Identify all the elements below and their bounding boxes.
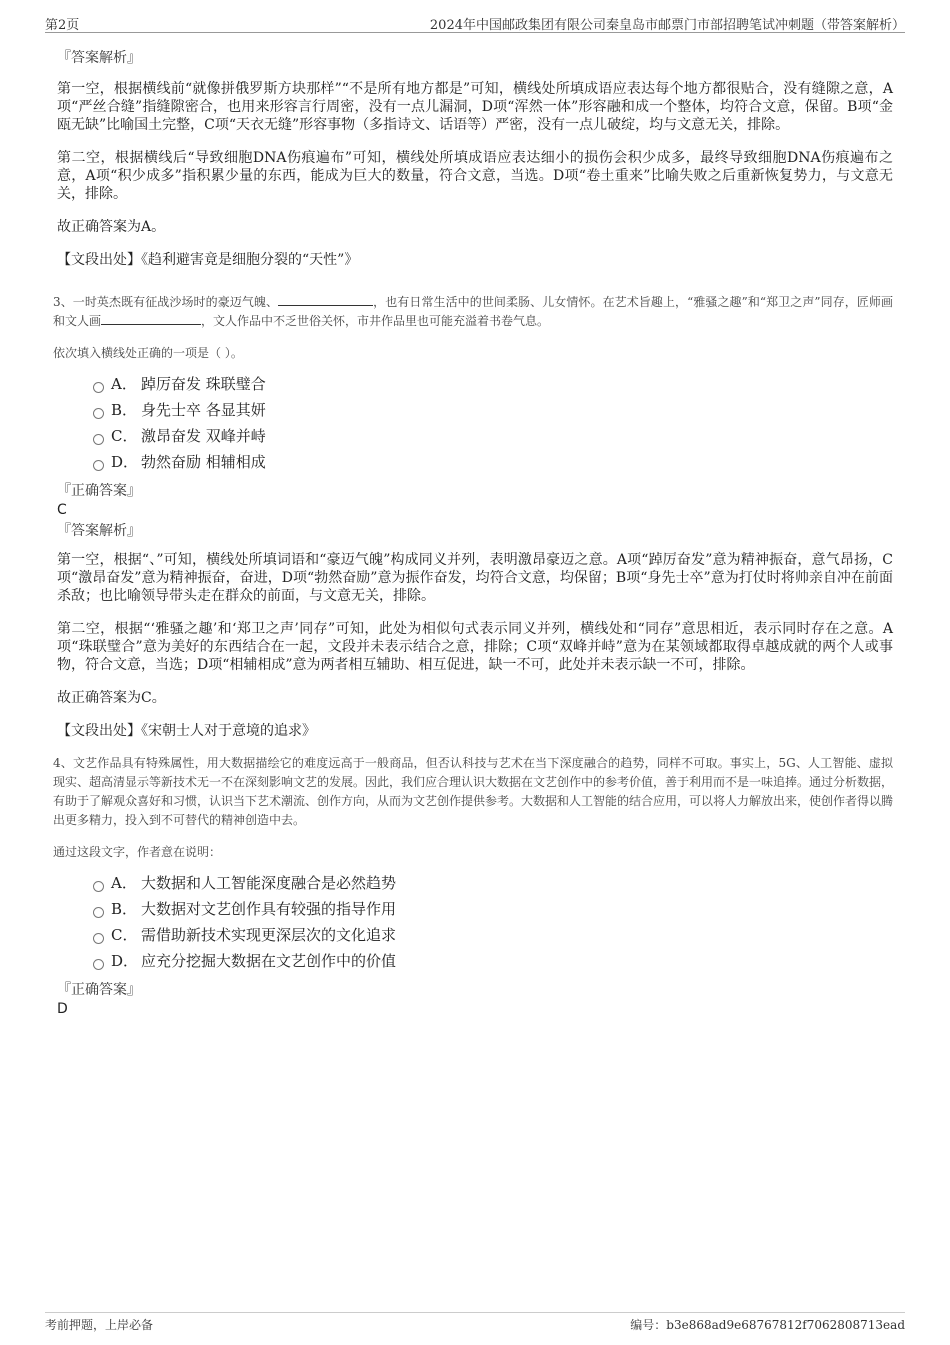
q3-analysis-p1: 第一空，根据“、”可知，横线处所填词语和“豪迈气魄”构成同义并列，表明激昂豪迈之意。A项“踔厉奋发”意为精神振奋，意气昂扬，C项“激昂奋发”意为精神振奋，奋进，D项“勃然奋励”意为振作奋发，均符合文意，均保留；B项“身先士卒”意为打仗时将帅亲自冲在前面杀敌；也比喻领导带头走在群众的前面，与文意无关，排除。 bbox=[57, 552, 893, 604]
q3-option-b[interactable] bbox=[53, 397, 893, 423]
question-4 bbox=[53, 754, 893, 974]
q4-stem: 4、文艺作品具有特殊属性，用大数据描绘它的难度远高于一般商品，但否认科技与艺术在当下深度融合的趋势，同样不可取。事实上，5G、人工智能、虚拟现实、超高清显示等新技术无一不在深刻影响文艺的发展。因此，我们应合理认识大数据在文艺创作中的参考价值，善于利用而不是一味追捧。通过分析数据，有助于了解观众喜好和习惯，认识当下艺术潮流、创作方向，从而为文艺创作提供参考。大数据和人工智能的结合应用，可以将人力解放出来，使创作者得以腾出更多精力，投入到不可替代的精神创造中去。 bbox=[53, 756, 894, 827]
option-text: 大数据和人工智能深度融合是必然趋势 bbox=[141, 874, 397, 892]
main-content bbox=[53, 46, 894, 1018]
q3-answer: C bbox=[57, 502, 67, 518]
q3-analysis-p2: 第二空，根据“‘雅骚之趣’和‘郑卫之声’同存”可知，此处为相似句式表示同义并列，横线处和“同存”意思相近，表示同时存在之意。A项“珠联璧合”意为美好的东西结合在一起，文段并未表示结合之意，排除；C项“双峰并峙”意为在某领域都取得卓越成就的两个人或事物，符合文意，当选；D项“相辅相成”意为两者相互辅助、相互促进，缺一不可，此处并未表示缺一不可，排除。 bbox=[57, 621, 893, 673]
q2-analysis-label: 『答案解析』 bbox=[57, 50, 141, 66]
q3-analysis-label: 『答案解析』 bbox=[57, 523, 141, 539]
blank-1 bbox=[278, 293, 373, 306]
option-text: 身先士卒 各显其妍 bbox=[141, 401, 266, 419]
radio-icon[interactable] bbox=[93, 959, 104, 970]
option-letter: C． bbox=[111, 427, 138, 445]
q2-analysis-p1: 第一空，根据横线前“就像拼俄罗斯方块那样”“不是所有地方都是”可知，横线处所填成语应表达每个地方都很贴合，没有缝隙之意，A项“严丝合缝”指缝隙密合，也用来形容言行周密，没有一点儿漏洞，D项“浑然一体”形容融和成一个整体，均符合文意，保留。B项“金瓯无缺”比喻国土完整，C项“天衣无缝”形容事物（多指诗文、话语等）严密，没有一点儿破绽，均与文意无关，排除。 bbox=[57, 81, 893, 133]
radio-icon[interactable] bbox=[93, 460, 104, 471]
q3-options bbox=[53, 371, 893, 475]
q3-answer-label: 『正确答案』 bbox=[57, 483, 141, 499]
q4-option-a[interactable] bbox=[53, 870, 893, 896]
q4-answer: D bbox=[57, 1001, 68, 1017]
option-text: 需借助新技术实现更深层次的文化追求 bbox=[141, 926, 397, 944]
q3-stem-part-b: ，也有日常生活中的世间柔肠、儿女情怀。在艺术旨趣上，“雅骚之趣”和“郑卫之声”同存，匠师画和文人画 bbox=[53, 295, 894, 328]
option-letter: B． bbox=[111, 401, 138, 419]
page-number: 第2页 bbox=[45, 18, 80, 33]
q4-prompt: 通过这段文字，作者意在说明： bbox=[53, 845, 222, 859]
option-letter: D． bbox=[111, 453, 139, 471]
q3-prompt: 依次填入横线处正确的一项是（ ）。 bbox=[53, 346, 243, 360]
option-letter: C． bbox=[111, 926, 138, 944]
q2-conclusion: 故正确答案为A。 bbox=[57, 219, 166, 235]
option-letter: A． bbox=[111, 375, 137, 393]
radio-icon[interactable] bbox=[93, 382, 104, 393]
footer-serial: 编号：b3e868ad9e68767812f7062808713ead bbox=[630, 1318, 905, 1332]
radio-icon[interactable] bbox=[93, 907, 104, 918]
blank-2 bbox=[101, 312, 201, 325]
q3-conclusion: 故正确答案为C。 bbox=[57, 690, 166, 706]
q3-option-c[interactable] bbox=[53, 423, 893, 449]
option-letter: A． bbox=[111, 874, 137, 892]
option-text: 大数据对文艺创作具有较强的指导作用 bbox=[141, 900, 397, 918]
option-letter: D． bbox=[111, 952, 139, 970]
page-header bbox=[45, 14, 905, 33]
radio-icon[interactable] bbox=[93, 434, 104, 445]
q4-option-b[interactable] bbox=[53, 896, 893, 922]
q3-option-d[interactable] bbox=[53, 449, 893, 475]
q3-option-a[interactable] bbox=[53, 371, 893, 397]
option-text: 激昂奋发 双峰并峙 bbox=[141, 427, 266, 445]
radio-icon[interactable] bbox=[93, 933, 104, 944]
document-title: 2024年中国邮政集团有限公司秦皇岛市邮票门市部招聘笔试冲刺题（带答案解析） bbox=[429, 18, 905, 33]
q4-options bbox=[53, 870, 893, 974]
q4-option-d[interactable] bbox=[53, 948, 893, 974]
footer-slogan: 考前押题，上岸必备 bbox=[45, 1318, 154, 1332]
page-footer bbox=[45, 1312, 905, 1332]
radio-icon[interactable] bbox=[93, 881, 104, 892]
radio-icon[interactable] bbox=[93, 408, 104, 419]
option-text: 应充分挖掘大数据在文艺创作中的价值 bbox=[141, 952, 397, 970]
q4-option-c[interactable] bbox=[53, 922, 893, 948]
q3-source: 【文段出处】《宋朝士人对于意境的追求》 bbox=[57, 723, 316, 739]
option-text: 踔厉奋发 珠联璧合 bbox=[141, 375, 266, 393]
option-text: 勃然奋励 相辅相成 bbox=[141, 453, 266, 471]
question-3 bbox=[53, 293, 893, 475]
option-letter: B． bbox=[111, 900, 138, 918]
q4-answer-label: 『正确答案』 bbox=[57, 982, 141, 998]
q3-stem-part-a: 3、一时英杰既有征战沙场时的豪迈气魄、 bbox=[53, 295, 279, 309]
q3-stem bbox=[53, 293, 893, 331]
q2-analysis-p2: 第二空，根据横线后“导致细胞DNA伤痕遍布”可知，横线处所填成语应表达细小的损伤会积少成多，最终导致细胞DNA伤痕遍布之意，A项“积少成多”指积累少量的东西，能成为巨大的数量，符合文意，当选。D项“卷土重来”比喻失败之后重新恢复势力，与文意无关，排除。 bbox=[57, 150, 893, 202]
q2-source: 【文段出处】《趋利避害竟是细胞分裂的“天性”》 bbox=[57, 252, 359, 268]
q3-stem-part-c: ，文人作品中不乏世俗关怀，市井作品里也可能充溢着书卷气息。 bbox=[201, 314, 550, 328]
